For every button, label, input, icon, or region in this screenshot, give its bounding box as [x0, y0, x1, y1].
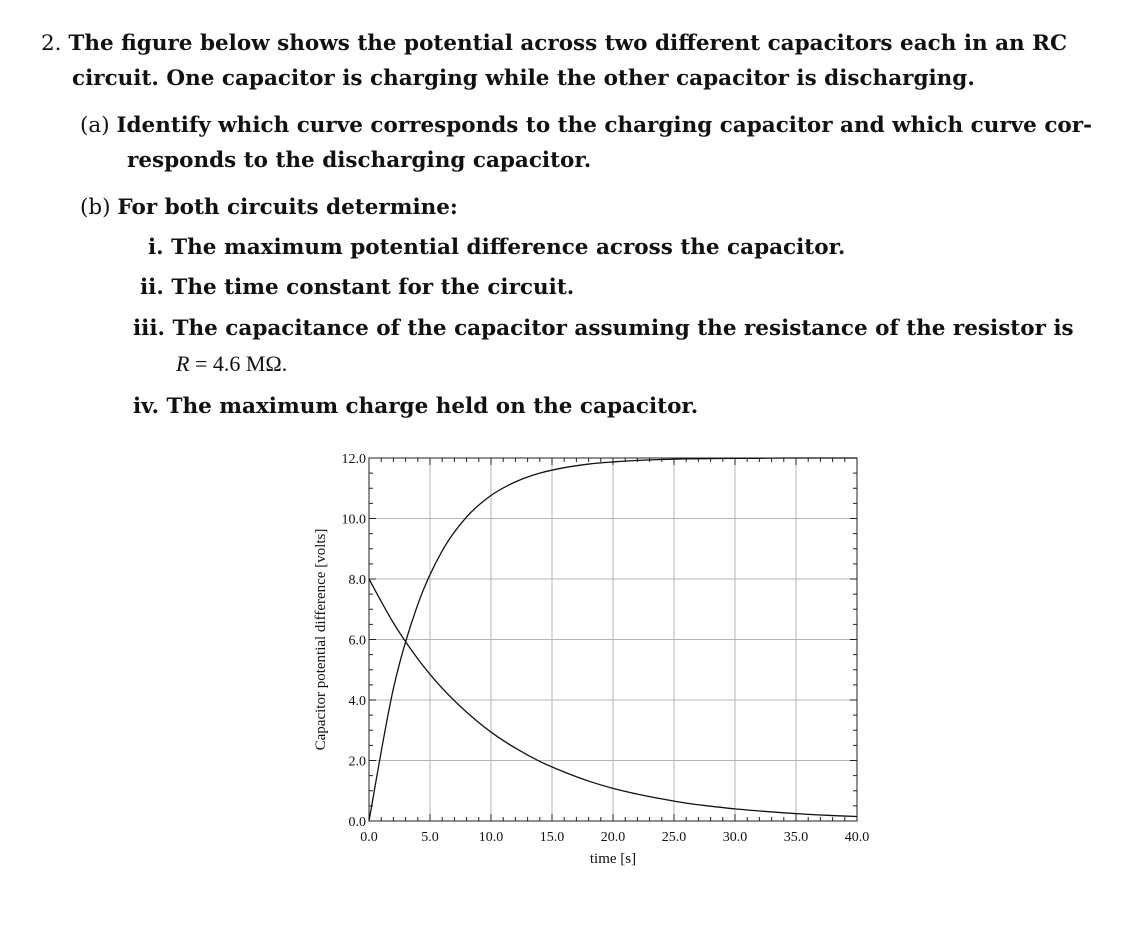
part-b-line: [80, 194, 458, 222]
chart-grid: [369, 458, 857, 821]
x-tick-label: 15.0: [539, 830, 565, 845]
problem-number: 2.: [41, 31, 62, 56]
part-b-text: For both circuits determine:: [117, 195, 458, 220]
x-tick-label: 5.0: [421, 830, 439, 845]
y-tick-label: 0.0: [348, 815, 366, 830]
x-tick-label: 25.0: [661, 830, 687, 845]
subitem-iv: [133, 393, 698, 421]
part-a-label: (a): [80, 113, 110, 138]
subitem-iii-text: The capacitance of the capacitor assuming the resistance of the resistor is: [172, 316, 1074, 341]
subitem-ii-text: The time constant for the circuit.: [171, 275, 575, 300]
x-tick-label: 20.0: [600, 830, 626, 845]
subitem-iii-label: iii.: [133, 316, 165, 341]
x-axis-label: time [s]: [589, 851, 637, 867]
y-tick-label: 2.0: [348, 754, 366, 770]
y-tick-label: 8.0: [348, 573, 366, 588]
part-a-line2: [127, 147, 591, 175]
y-axis-label: Capacitor potential difference [volts]: [313, 528, 329, 751]
x-tick-label: 10.0: [478, 830, 504, 845]
subitem-i: [148, 234, 845, 262]
subitem-iv-label: iv.: [133, 394, 159, 419]
resistance-value: = 4.6 MΩ.: [189, 351, 288, 376]
part-a-text-1: Identify which curve corresponds to the charging capacitor and which curve cor-: [116, 113, 1093, 138]
problem-intro-line1: [41, 30, 1067, 58]
resistance-symbol: R: [176, 351, 190, 376]
problem-intro-text-1: The figure below shows the potential across two different capacitors each in an RC: [68, 31, 1068, 56]
y-tick-label: 12.0: [341, 452, 366, 467]
x-tick-label: 30.0: [722, 830, 748, 845]
x-tick-label: 0.0: [360, 830, 378, 845]
part-a-line1: [80, 112, 1092, 140]
subitem-ii-label: ii.: [140, 275, 164, 300]
subitem-iii: [133, 315, 1074, 343]
x-tick-label: 35.0: [783, 830, 809, 845]
subitem-iv-text: The maximum charge held on the capacitor.: [166, 394, 699, 419]
subitem-iii-formula: [176, 350, 287, 379]
capacitor-potential-chart: [300, 440, 900, 880]
y-tick-label: 6.0: [348, 633, 366, 649]
subitem-i-label: i.: [148, 235, 164, 260]
part-b-label: (b): [80, 195, 111, 220]
subitem-ii: [140, 274, 574, 302]
subitem-i-text: The maximum potential difference across the capacitor.: [171, 235, 846, 260]
problem-intro-text-2: circuit. One capacitor is charging while the other capacitor is discharging.: [72, 66, 975, 91]
part-a-text-2: responds to the discharging capacitor.: [127, 148, 592, 173]
y-tick-label: 10.0: [341, 512, 366, 528]
x-tick-label: 40.0: [844, 830, 870, 845]
y-tick-label: 4.0: [348, 694, 366, 709]
problem-intro-line2: [72, 65, 975, 93]
